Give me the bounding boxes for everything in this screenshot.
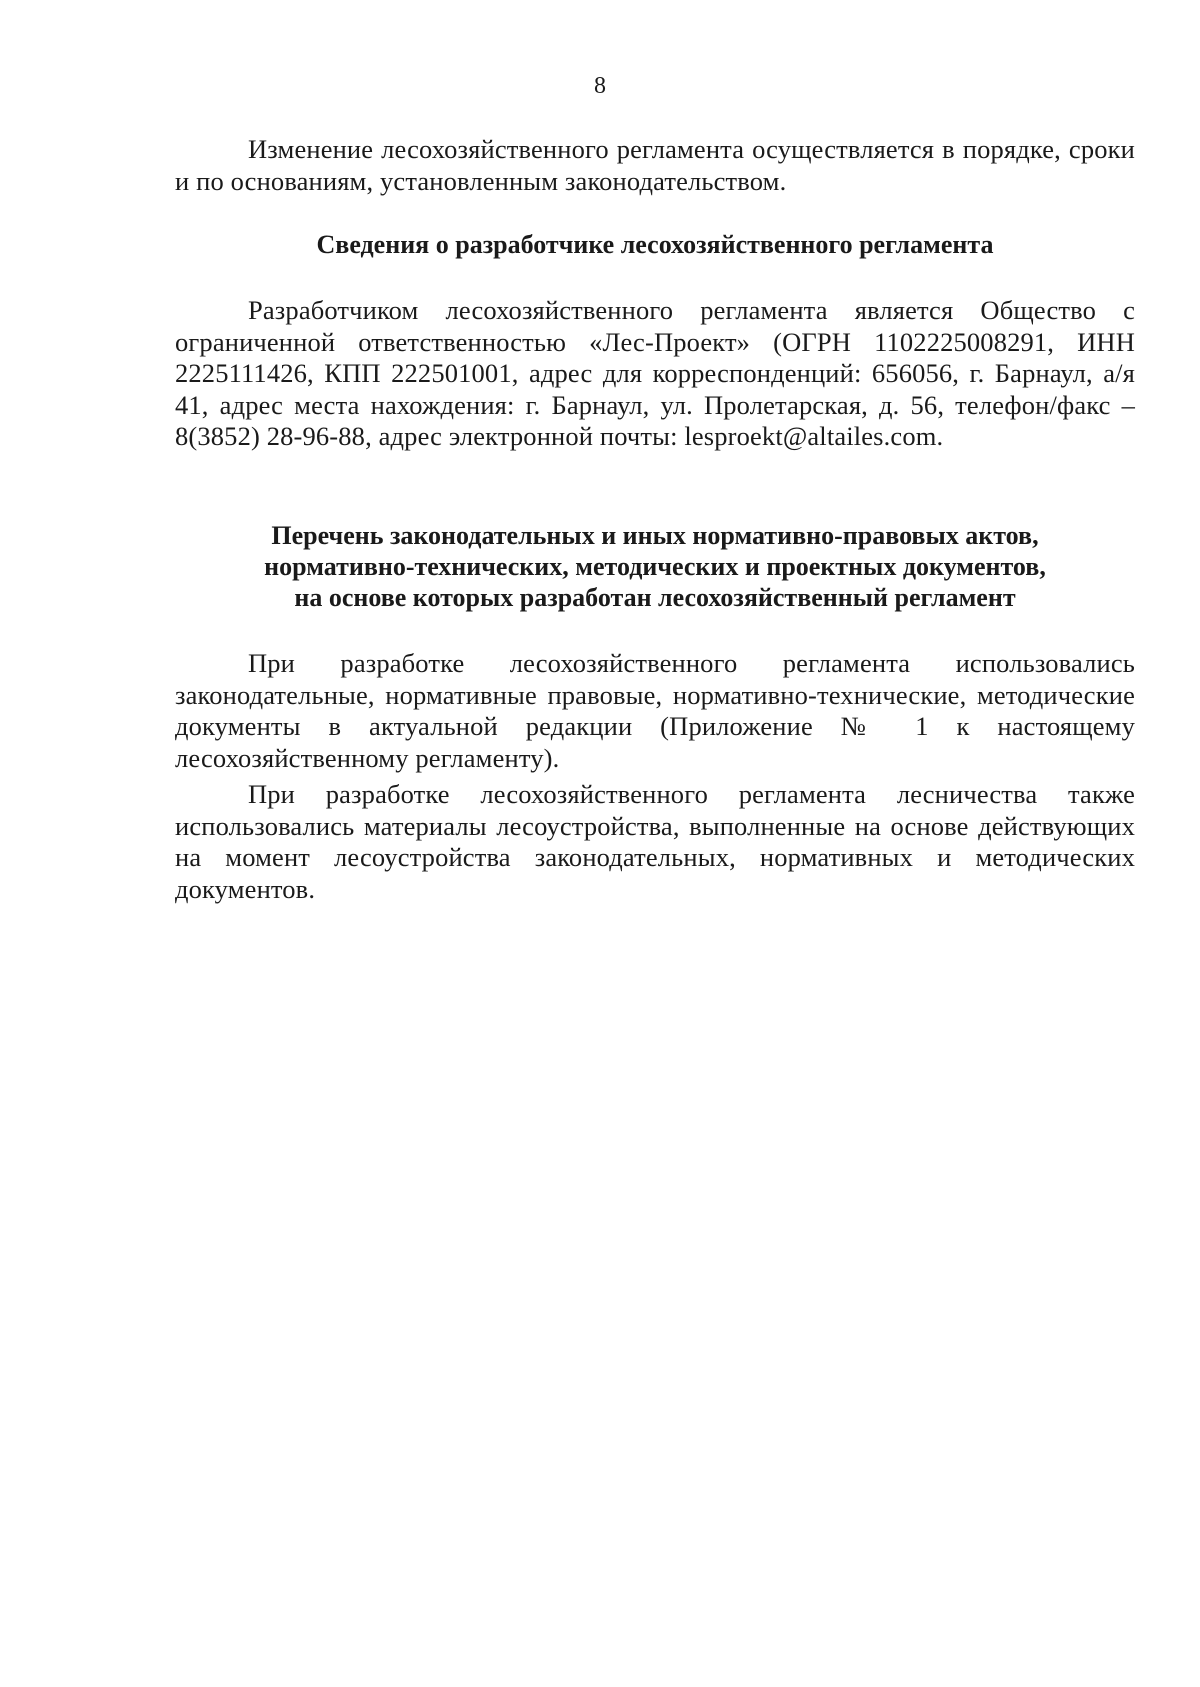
legal-acts-paragraph-1: При разработке лесохозяйственного регламента использовались законодательные, нормативные правовые, нормативно-технические, методические документы в актуальной редакции (Приложение № 1 к настоящему лесохозяйственному регламенту). (175, 648, 1135, 773)
developer-info-paragraph: Разработчиком лесохозяйственного регламента является Общество с ограниченной ответственностью «Лес-Проект» (ОГРН 1102225008291, ИНН 2225111426, КПП 222501001, адрес для корреспонденций: 656056, г. Барнаул, а/я 41, адрес места нахождения: г. Барнаул, ул. Пролетарская, д. 56, телефон/факс – 8(3852) 28-96-88, адрес электронной почты: lesproekt@altailes.com. (175, 295, 1135, 451)
amendment-paragraph: Изменение лесохозяйственного регламента осуществляется в порядке, сроки и по основаниям, установленным законодательством. (175, 134, 1135, 196)
legal-acts-paragraph-2: При разработке лесохозяйственного регламента лесничества также использовались материалы лесоустройства, выполненные на основе действующих на момент лесоустройства законодательных, нормативных и методических документов. (175, 779, 1135, 904)
legal-acts-heading-line-2: нормативно-технических, методических и проектных документов, (264, 552, 1046, 581)
legal-acts-heading-line-3: на основе которых разработан лесохозяйственный регламент (294, 583, 1016, 612)
legal-acts-section-heading (175, 520, 1135, 613)
page-number: 8 (594, 73, 606, 99)
developer-section-heading: Сведения о разработчике лесохозяйственного регламента (316, 230, 994, 259)
legal-acts-heading-line-1: Перечень законодательных и иных нормативно-правовых актов, (271, 521, 1039, 550)
